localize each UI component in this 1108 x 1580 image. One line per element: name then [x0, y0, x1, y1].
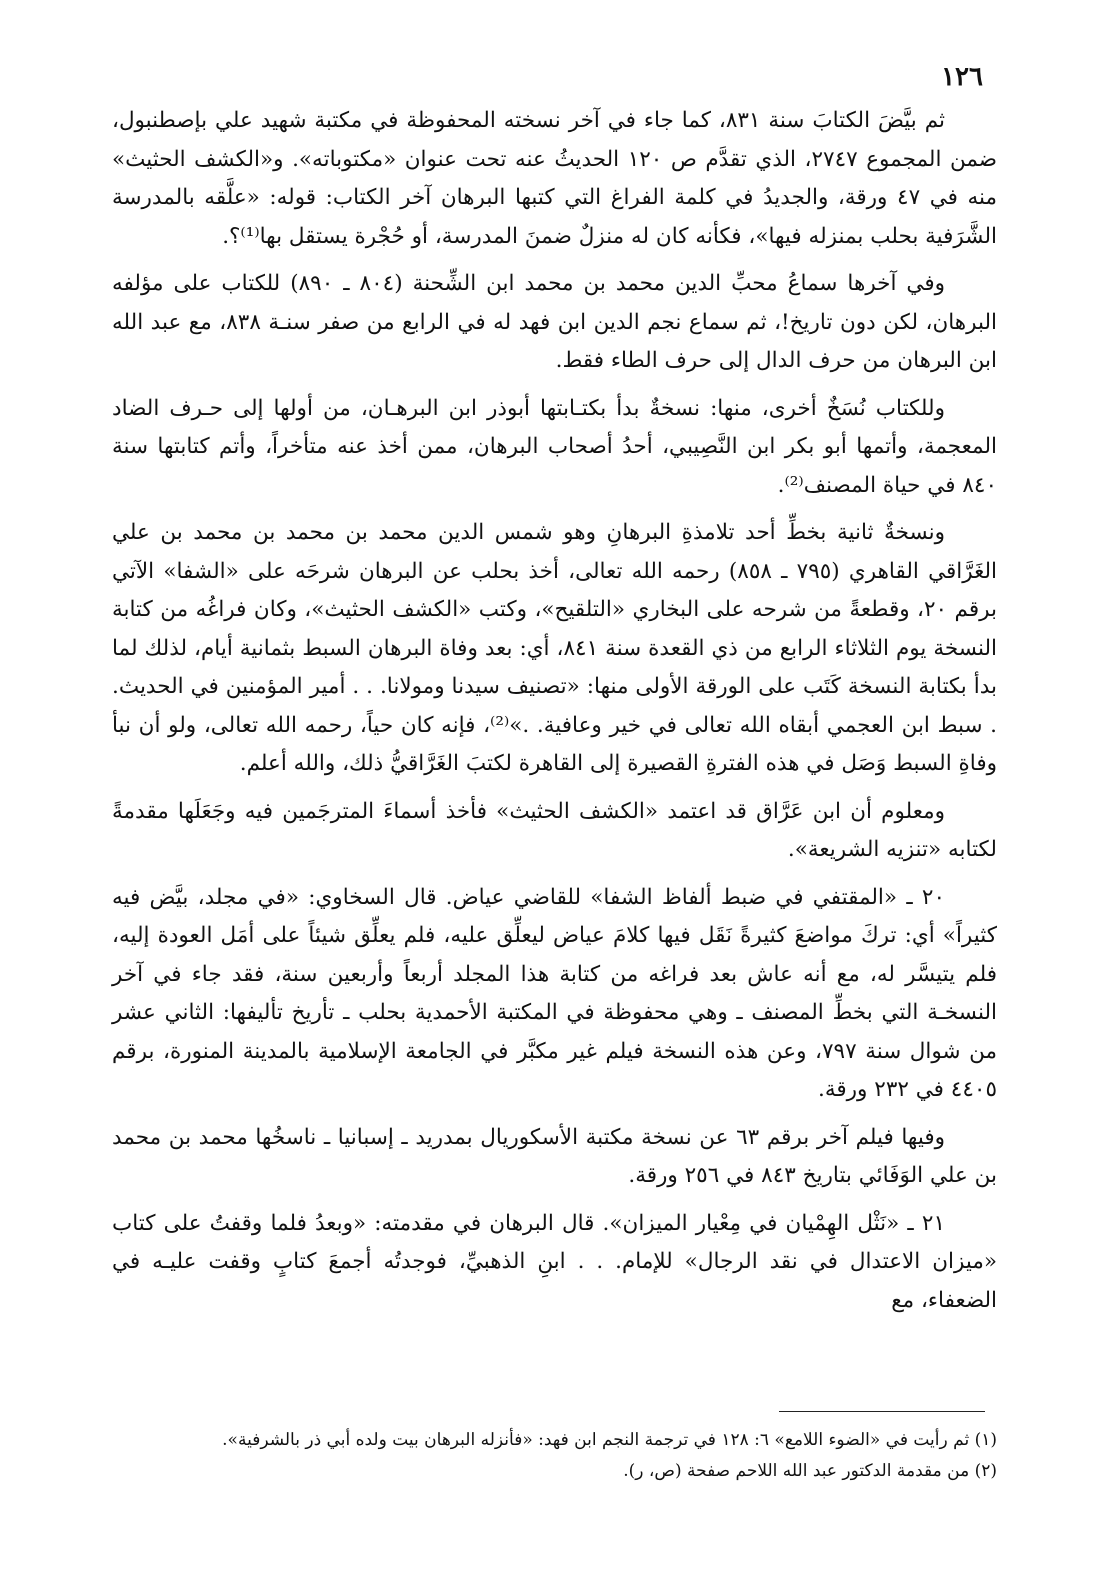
paragraph: ثم بيَّضَ الكتابَ سنة ٨٣١، كما جاء في آخر نسخته المحفوظة في مكتبة شهيد علي بإصطنبول، ضمن المجموع ٢٧٤٧، الذي تقدَّم ص ١٢٠ الحديثُ عنه تحت عنوان «مكتوباته». و«الكشف الحثيث» منه في ٤٧ ورقة، والجديدُ في كلمة الفراغ التي كتبها البرهان آخر الكتاب: قوله: «علَّقه بالمدرسة الشَّرَفية بحلب بمنزله فيها»، فكأنه كان له منزلٌ ضمنَ المدرسة، أو حُجْرة يستقل بها⁽¹⁾؟. [112, 108, 998, 249]
paragraph: ونسخةٌ ثانية بخطِّ أحد تلامذةِ البرهانِ وهو شمس الدين محمد بن محمد بن محمد بن علي الغَرَّاقي القاهري (٧٩٥ ـ ٨٥٨) رحمه الله تعالى، أخذ بحلب عن البرهان شرحَه على «الشفا» الآتي برقم ٢٠، وقطعةً من شرحه على البخاري «التلقيح»، وكتب «الكشف الحثيث»، وكان فراغُه من كتابة النسخة يوم الثلاثاء الرابع من ذي القعدة سنة ٨٤١، أي: بعد وفاة البرهان السبط بثمانية أيام، لذلك لما بدأ بكتابة النسخة كَتَب على الورقة الأولى منها: «تصنيف سيدنا ومولانا. . . أمير المؤمنين في الحديث. . سبط ابن العجمي أبقاه الله تعالى في خير وعافية. .»⁽²⁾، فإنه كان حياً، رحمه الله تعالى، ولو أن نبأ وفاةِ السبط وَصَل في هذه الفترةِ القصيرة إلى القاهرة لكتبَ الغَرَّاقيُّ ذلك، والله أعلم. [112, 520, 998, 776]
footnote-divider [779, 1411, 985, 1412]
paragraph: ومعلوم أن ابن عَرَّاق قد اعتمد «الكشف الحثيث» فأخذ أسماءَ المترجَمين فيه وجَعَلَها مقدمةً لكتابه «تنزيه الشريعة». [112, 798, 997, 862]
paragraph: وللكتاب نُسَخٌ أخرى، منها: نسخةٌ بدأ بكتـابتها أبوذر ابن البرهـان، من أولها إلى حـرف الضاد المعجمة، وأتمها أبو بكر ابن النَّصِيبي، أحدُ أصحاب البرهان، ممن أخذ عنه متأخراً، وأتم كتابتها سنة ٨٤٠ في حياة المصنف⁽²⁾. [112, 395, 997, 498]
paragraph: وفي آخرها سماعُ محبِّ الدين محمد بن محمد ابن الشِّحنة (٨٠٤ ـ ٨٩٠) للكتاب على مؤلفه البرهان، لكن دون تاريخ!، ثم سماع نجم الدين ابن فهد له في الرابع من صفر سنـة ٨٣٨، مع عبد الله ابن البرهان من حرف الدال إلى حرف الطاء فقط. [112, 271, 998, 373]
footnote: (٢) من مقدمة الدكتور عبد الله اللاحم صفحة (ص، ر). [623, 1461, 997, 1481]
main-text [112, 102, 997, 1329]
page-number: ١٢٦ [941, 62, 983, 92]
paragraph: وفيها فيلم آخر برقم ٦٣ عن نسخة مكتبة الأسكوريال بمدريد ـ إسبانيا ـ ناسخُها محمد بن محمد بن علي الوَفَائي بتاريخ ٨٤٣ في ٢٥٦ ورقة. [112, 1124, 997, 1188]
paragraph: ٢٠ ـ «المقتفي في ضبط ألفاظ الشفا» للقاضي عياض. قال السخاوي: «في مجلد، بيَّض فيه كثيراً» أي: تركَ مواضعَ كثيرةً نَقَل فيها كلامَ عياض ليعلِّق عليه، فلم يعلِّق شيئاً على أمَل العودة إليه، فلم يتيسَّر له، مع أنه عاش بعد فراغه من كتابة هذا المجلد أربعاً وأربعين سنة، فقد جاء في آخر النسخـة التي بخطِّ المصنف ـ وهي محفوظة في المكتبة الأحمدية بحلب ـ تأريخ تأليفها: الثاني عشر من شوال سنة ٧٩٧، وعن هذه النسخة فيلم غير مكبَّر في الجامعة الإسلامية بالمدينة المنورة، برقم ٤٤٠٥ في ٢٣٢ ورقة. [112, 884, 997, 1102]
footnotes [112, 1425, 997, 1487]
footnote: (١) ثم رأيت في «الضوء اللامع» ٦: ١٢٨ في ترجمة النجم ابن فهد: «فأنزله البرهان بيت ولده أبي ذر بالشرفية». [222, 1430, 997, 1450]
paragraph: ٢١ ـ «نَثْل الهِمْيان في مِعْيار الميزان». قال البرهان في مقدمته: «وبعدُ فلما وقفتُ على كتاب «ميزان الاعتدال في نقد الرجال» للإمام. . . ابنِ الذهبيِّ، فوجدتُه أجمعَ كتابٍ وقفت عليـه في الضعفاء، مع [112, 1210, 997, 1313]
